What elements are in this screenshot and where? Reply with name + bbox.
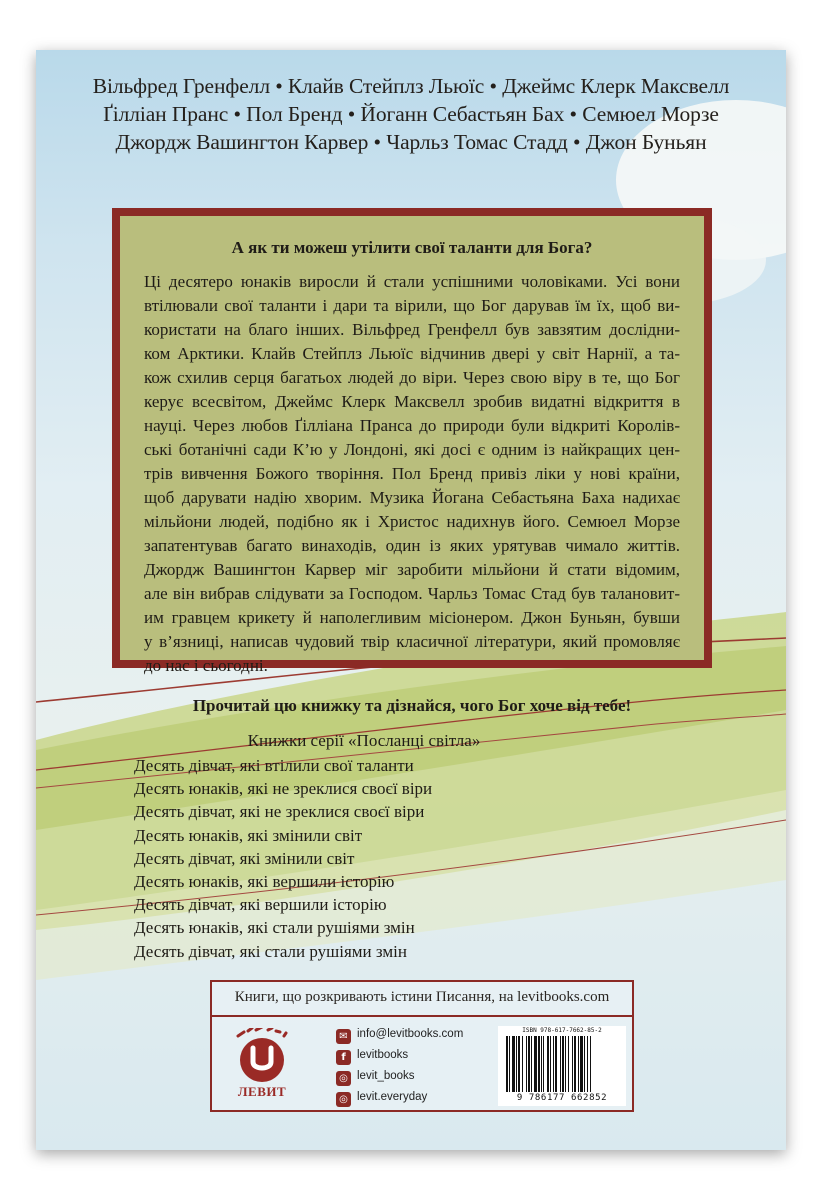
- levit-logo-icon: [232, 1028, 292, 1084]
- contact-instagram[interactable]: [336, 1068, 486, 1089]
- barcode-bar: [568, 1036, 569, 1092]
- back-cover: [36, 50, 786, 1150]
- series-item: Десять юнаків, які стали рушіями змін: [134, 918, 415, 938]
- description-panel: [112, 208, 712, 715]
- barcode-bar: [516, 1036, 517, 1092]
- barcode-bar: [565, 1036, 566, 1092]
- body-line: але він вибрав слідувати за Господом. Чарльз Томас Стад був талановит-: [144, 584, 680, 603]
- instagram-icon: ◎: [336, 1092, 351, 1107]
- contact-email[interactable]: [336, 1026, 486, 1047]
- barcode-bar: [528, 1036, 530, 1092]
- footer-tagline: Книги, що розкривають істини Писання, на levitbooks.com: [234, 989, 610, 1005]
- barcode-bar: [531, 1036, 532, 1092]
- barcode-bar: [509, 1036, 510, 1092]
- barcode-bar: [538, 1036, 540, 1092]
- contact-facebook[interactable]: [336, 1047, 486, 1068]
- body-line: керує всесвітом, Джеймс Клерк Максвелл зробив видатні відкриття в: [144, 392, 680, 411]
- body-line: до нас і сьогодні.: [144, 656, 268, 675]
- authors-line: Вільфред Гренфелл • Клайв Стейплз Льюїс • Джеймс Клерк Максвелл: [92, 74, 730, 98]
- body-line: науці. Через любов Ґілліана Пранса до природи були відкриті Королів-: [144, 416, 680, 435]
- barcode-bar: [543, 1036, 544, 1092]
- body-line: ком Арктики. Клайв Стейплз Льюїс відчинив двері у світ Нарнії, а та-: [144, 344, 680, 363]
- contact-text: info@levitbooks.com: [357, 1028, 464, 1040]
- mail-icon: ✉: [336, 1029, 351, 1044]
- body-line: трів вивчення Божого творіння. Пол Бренд привіз ліки у нові країни,: [144, 464, 680, 483]
- series-item: Десять юнаків, які вершили історію: [134, 872, 395, 892]
- publisher-footer: [210, 980, 634, 1112]
- body-line: ські ботанічні сади К’ю у Лондоні, які досі є одним із найкращих цен-: [144, 440, 680, 459]
- publisher-logo: [232, 1028, 292, 1104]
- body-line: запатентував багато винаходів, один із яких урятував чимало життів.: [144, 536, 680, 555]
- barcode-bar: [506, 1036, 508, 1092]
- contact-text: levit_books: [357, 1070, 415, 1082]
- barcode-bar: [534, 1036, 537, 1092]
- barcode-bar: [547, 1036, 549, 1092]
- barcode-bar: [574, 1036, 576, 1092]
- body-line: Джордж Вашингтон Карвер міг заробити мільйони й стати відомим,: [144, 560, 680, 579]
- barcode-icon: [504, 1036, 620, 1092]
- barcode-bar: [512, 1036, 515, 1092]
- barcode-bar: [526, 1036, 527, 1092]
- publisher-name: ЛЕВИТ: [237, 1084, 287, 1099]
- panel-body: [144, 270, 680, 678]
- series-title: Книжки серії «Посланці світла»: [247, 731, 481, 750]
- barcode-bar: [541, 1036, 542, 1092]
- series-item: Десять дівчат, які змінили світ: [134, 848, 355, 868]
- authors-line: Джордж Вашингтон Карвер • Чарльз Томас Стадд • Джон Буньян: [115, 130, 707, 154]
- barcode-number: 9 786177 662852: [516, 1093, 608, 1103]
- barcode-bar: [587, 1036, 588, 1092]
- panel-title: А як ти можеш утілити свої таланти для Бога?: [231, 238, 593, 257]
- barcode-bar: [580, 1036, 583, 1092]
- call-to-action: Прочитай цю книжку та дізнайся, чого Бог хоче від тебе!: [192, 696, 632, 715]
- barcode-bar: [553, 1036, 554, 1092]
- barcode-bar: [560, 1036, 561, 1092]
- series-item: Десять юнаків, які не зреклися своєї віри: [134, 779, 433, 799]
- isbn-barcode: [498, 1026, 626, 1106]
- body-line: у в’язниці, написав чудовий твір класичної літератури, який промовляє: [144, 632, 680, 651]
- isbn-label: ISBN 978-617-7662-85-2: [522, 1027, 602, 1034]
- body-line: втілювали свої таланти і дари та вірили, що Бог дарував їм їх, щоб ви-: [144, 296, 680, 315]
- body-line: им гравцем крикету й наполегливим місіонером. Джон Буньян, бувши: [144, 608, 680, 627]
- instagram-icon: ◎: [336, 1071, 351, 1086]
- facebook-icon: f: [336, 1050, 351, 1065]
- barcode-bar: [590, 1036, 591, 1092]
- barcode-bar: [555, 1036, 557, 1092]
- barcode-bar: [518, 1036, 520, 1092]
- footer-divider: [212, 1015, 632, 1017]
- body-line: мільйони людей, подібно як і Христос надихнув його. Семюел Морзе: [144, 512, 680, 531]
- barcode-bar: [578, 1036, 579, 1092]
- contact-text: levit.everyday: [357, 1091, 428, 1103]
- authors-line: Ґілліан Пранс • Пол Бренд • Йоганн Себастьян Бах • Семюел Морзе: [103, 102, 719, 126]
- series-item: Десять дівчат, які стали рушіями змін: [134, 941, 407, 961]
- body-line: кож схилив серця багатьох людей до віри. Через свою віру в те, що Бог: [144, 368, 680, 387]
- body-line: щоб дарувати надію хворим. Музика Йогана Себастьяна Баха надихає: [144, 488, 680, 507]
- body-line: користати на благо інших. Вільфред Гренфелл був завзятим дослідни-: [144, 320, 680, 339]
- series-item: Десять дівчат, які вершили історію: [134, 895, 387, 915]
- contact-text: levitbooks: [357, 1049, 409, 1061]
- series-items: [134, 754, 594, 963]
- series-item: Десять дівчат, які втілили свої таланти: [134, 756, 414, 775]
- body-line: Ці десятеро юнаків виросли й стали успішними чоловіками. Усі вони: [144, 272, 680, 291]
- contact-instagram-everyday[interactable]: [336, 1089, 486, 1110]
- barcode-bar: [550, 1036, 551, 1092]
- barcode-bar: [572, 1036, 573, 1092]
- barcode-bar: [584, 1036, 585, 1092]
- barcode-bar: [562, 1036, 564, 1092]
- series-item: Десять дівчат, які не зреклися своєї віри: [134, 802, 425, 822]
- contact-list: [336, 1026, 486, 1110]
- series-list: [134, 730, 594, 963]
- series-item: Десять юнаків, які змінили світ: [134, 825, 363, 845]
- authors-list: [36, 72, 786, 156]
- barcode-bar: [522, 1036, 523, 1092]
